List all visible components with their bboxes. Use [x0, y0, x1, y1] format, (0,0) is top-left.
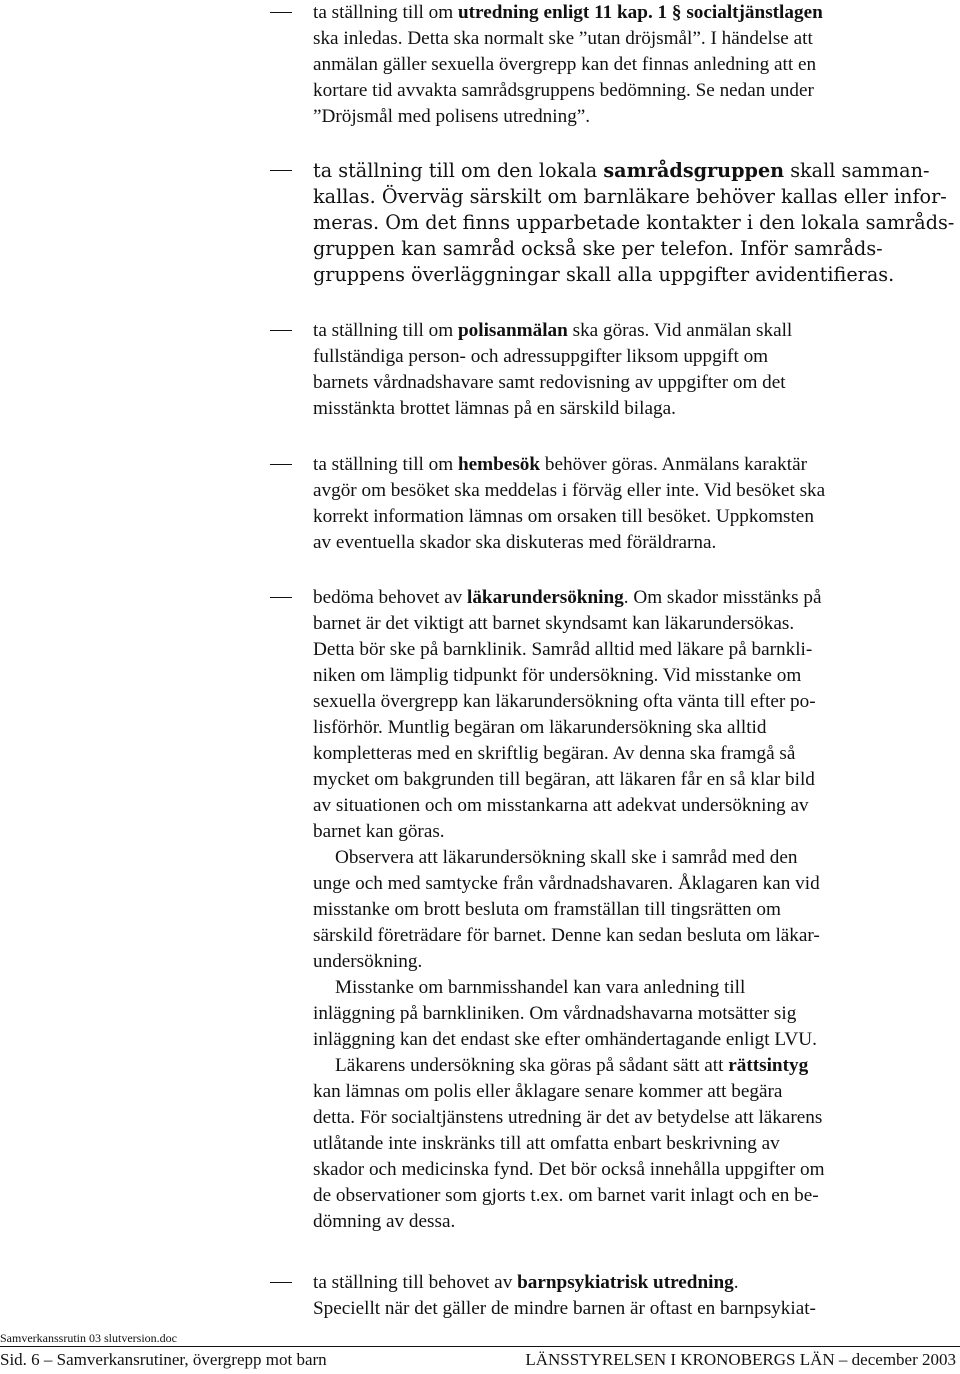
- text-line: [313, 1131, 959, 1157]
- text-line: [313, 897, 959, 923]
- footer-organization: LÄNSSTYRELSEN I KRONOBERGS LÄN – december 2003: [525, 1350, 956, 1369]
- text-line: [313, 396, 959, 422]
- bullet-text: [313, 452, 959, 556]
- text-run: gruppens överläggningar skall alla uppgifter avidentifieras.: [313, 263, 895, 286]
- text-line: [313, 715, 959, 741]
- dash-marker: [270, 330, 292, 331]
- text-run: sexuella övergrepp kan läkarundersökning ofta vänta till efter po-: [313, 691, 816, 712]
- text-run: behöver göras. Anmälans karaktär: [540, 454, 807, 475]
- text-run: fullständiga person- och adressuppgifter liksom uppgift om: [313, 346, 769, 367]
- text-run: inläggning kan det endast ske efter omhändertagande enligt LVU.: [313, 1029, 817, 1050]
- text-run: unge och med samtycke från vårdnadshavaren. Åklagaren kan vid: [313, 873, 820, 894]
- bold-term: utredning enligt 11 kap. 1 § socialtjänstlagen: [457, 2, 823, 23]
- bullet-text: [313, 585, 959, 1235]
- text-run: ta ställning till om den lokala: [313, 159, 604, 182]
- text-line: [313, 530, 959, 556]
- text-line: [313, 975, 959, 1001]
- text-run: gruppen kan samråd också ske per telefon. Inför samråds-: [313, 237, 883, 260]
- text-run: kallas. Överväg särskilt om barnläkare behöver kallas eller infor-: [313, 185, 947, 208]
- text-run: utlåtande inte inskränks till att omfatta enbart beskrivning av: [313, 1133, 780, 1154]
- text-run: detta. För socialtjänstens utredning är det av betydelse att läkarens: [313, 1107, 823, 1128]
- dash-marker: [270, 464, 292, 465]
- text-line: [313, 504, 959, 530]
- text-line: [313, 26, 959, 52]
- bold-term: hembesök: [457, 454, 541, 475]
- bold-term: läkarundersökning: [466, 587, 624, 608]
- text-run: Observera att läkarundersökning skall ske i samråd med den: [335, 847, 798, 868]
- text-line: [313, 1296, 959, 1322]
- text-run: Detta bör ske på barnklinik. Samråd alltid med läkare på barnkli-: [313, 639, 813, 660]
- text-run: undersökning.: [313, 951, 423, 972]
- text-line: [313, 1053, 959, 1079]
- text-run: mycket om bakgrunden till begäran, att läkaren får en så klar bild: [313, 769, 815, 790]
- text-run: niken om lämplig tidpunkt för undersökning. Vid misstanke om: [313, 665, 802, 686]
- bold-term: barnpsykiatrisk utredning: [517, 1272, 734, 1293]
- text-run: Läkarens undersökning ska göras på sådant sätt att: [335, 1055, 729, 1076]
- text-run: skador och medicinska fynd. Det bör också innehålla uppgifter om: [313, 1159, 825, 1180]
- text-run: ta ställning till behovet av: [313, 1272, 518, 1293]
- dash-marker: [270, 170, 292, 171]
- text-line: [313, 210, 959, 236]
- text-line: [313, 318, 959, 344]
- bold-term: polisanmälan: [457, 320, 568, 341]
- text-run: inläggning på barnkliniken. Om vårdnadshavarna motsätter sig: [313, 1003, 797, 1024]
- text-run: misstanke om brott besluta om framställan till tingsrätten om: [313, 899, 781, 920]
- text-run: . Om skador misstänks på: [623, 587, 822, 608]
- bullet-text: [313, 0, 959, 130]
- text-run: anmälan gäller sexuella övergrepp kan det finnas anledning att en: [313, 54, 817, 75]
- text-line: [313, 585, 959, 611]
- text-line: [313, 741, 959, 767]
- text-run: bedöma behovet av: [313, 587, 467, 608]
- text-line: [313, 184, 959, 210]
- text-line: [313, 0, 959, 26]
- text-run: meras. Om det finns upparbetade kontakter i den lokala samråds-: [313, 211, 955, 234]
- text-run: barnet kan göras.: [313, 821, 445, 842]
- text-run: kan lämnas om polis eller åklagare senare kommer att begära: [313, 1081, 783, 1102]
- text-run: .: [733, 1272, 739, 1293]
- text-line: [313, 767, 959, 793]
- text-line: [313, 370, 959, 396]
- text-run: skall samman-: [784, 159, 930, 182]
- text-line: [313, 1105, 959, 1131]
- text-run: dömning av dessa.: [313, 1211, 456, 1232]
- text-run: barnet är det viktigt att barnet skyndsamt kan läkarundersökas.: [313, 613, 795, 634]
- text-line: [313, 793, 959, 819]
- text-run: barnets vårdnadshavare samt redovisning av uppgifter om det: [313, 372, 786, 393]
- text-line: [313, 1079, 959, 1105]
- text-line: [313, 236, 959, 262]
- text-line: [313, 1027, 959, 1053]
- text-run: av eventuella skador ska diskuteras med föräldrarna.: [313, 532, 717, 553]
- text-line: [313, 611, 959, 637]
- text-line: [313, 689, 959, 715]
- text-line: [313, 262, 959, 288]
- text-line: [313, 1209, 959, 1235]
- text-line: [313, 637, 959, 663]
- text-run: ska göras. Vid anmälan skall: [567, 320, 793, 341]
- text-line: [313, 871, 959, 897]
- dash-marker: [270, 12, 292, 13]
- text-line: [313, 104, 959, 130]
- text-run: ta ställning till om: [313, 320, 458, 341]
- text-run: korrekt information lämnas om orsaken till besöket. Uppkomsten: [313, 506, 814, 527]
- text-line: [313, 158, 959, 184]
- bold-term: rättsintyg: [728, 1055, 809, 1076]
- text-line: [313, 663, 959, 689]
- text-run: lisförhör. Muntlig begäran om läkarundersökning ska alltid: [313, 717, 767, 738]
- text-run: ta ställning till om: [313, 454, 458, 475]
- bullet-text: [313, 1270, 959, 1322]
- dash-marker: [270, 597, 292, 598]
- text-line: [313, 1270, 959, 1296]
- text-line: [313, 1157, 959, 1183]
- text-run: av situationen och om misstankarna att adekvat undersökning av: [313, 795, 809, 816]
- text-run: Speciellt när det gäller de mindre barnen är oftast en barnpsykiat-: [313, 1298, 816, 1319]
- text-run: kompletteras med en skriftlig begäran. Av denna ska framgå så: [313, 743, 796, 764]
- dash-marker: [270, 1282, 292, 1283]
- text-line: [313, 478, 959, 504]
- text-line: [313, 78, 959, 104]
- text-run: Misstanke om barnmisshandel kan vara anledning till: [335, 977, 746, 998]
- bullet-text: [313, 158, 959, 288]
- text-line: [313, 452, 959, 478]
- text-run: kortare tid avvakta samrådsgruppens bedömning. Se nedan under: [313, 80, 814, 101]
- footer-divider: [0, 1346, 960, 1347]
- text-run: ta ställning till om: [313, 2, 458, 23]
- text-run: särskild företrädare för barnet. Denne kan sedan besluta om läkar-: [313, 925, 820, 946]
- text-line: [313, 344, 959, 370]
- text-line: [313, 845, 959, 871]
- text-line: [313, 949, 959, 975]
- footer-page-label: Sid. 6 – Samverkansrutiner, övergrepp mot barn: [0, 1350, 327, 1369]
- text-run: misstänkta brottet lämnas på en särskild bilaga.: [313, 398, 676, 419]
- text-line: [313, 1001, 959, 1027]
- text-run: avgör om besöket ska meddelas i förväg eller inte. Vid besöket ska: [313, 480, 826, 501]
- text-line: [313, 819, 959, 845]
- bullet-text: [313, 318, 959, 422]
- bold-term: samrådsgruppen: [603, 159, 785, 182]
- text-run: ”Dröjsmål med polisens utredning”.: [313, 106, 591, 127]
- text-line: [313, 52, 959, 78]
- text-run: ska inledas. Detta ska normalt ske ”utan dröjsmål”. I händelse att: [313, 28, 813, 49]
- text-run: de observationer som gjorts t.ex. om barnet varit inlagt och en be-: [313, 1185, 819, 1206]
- text-line: [313, 1183, 959, 1209]
- footer-filename: Samverkanssrutin 03 slutversion.doc: [0, 1331, 177, 1345]
- text-line: [313, 923, 959, 949]
